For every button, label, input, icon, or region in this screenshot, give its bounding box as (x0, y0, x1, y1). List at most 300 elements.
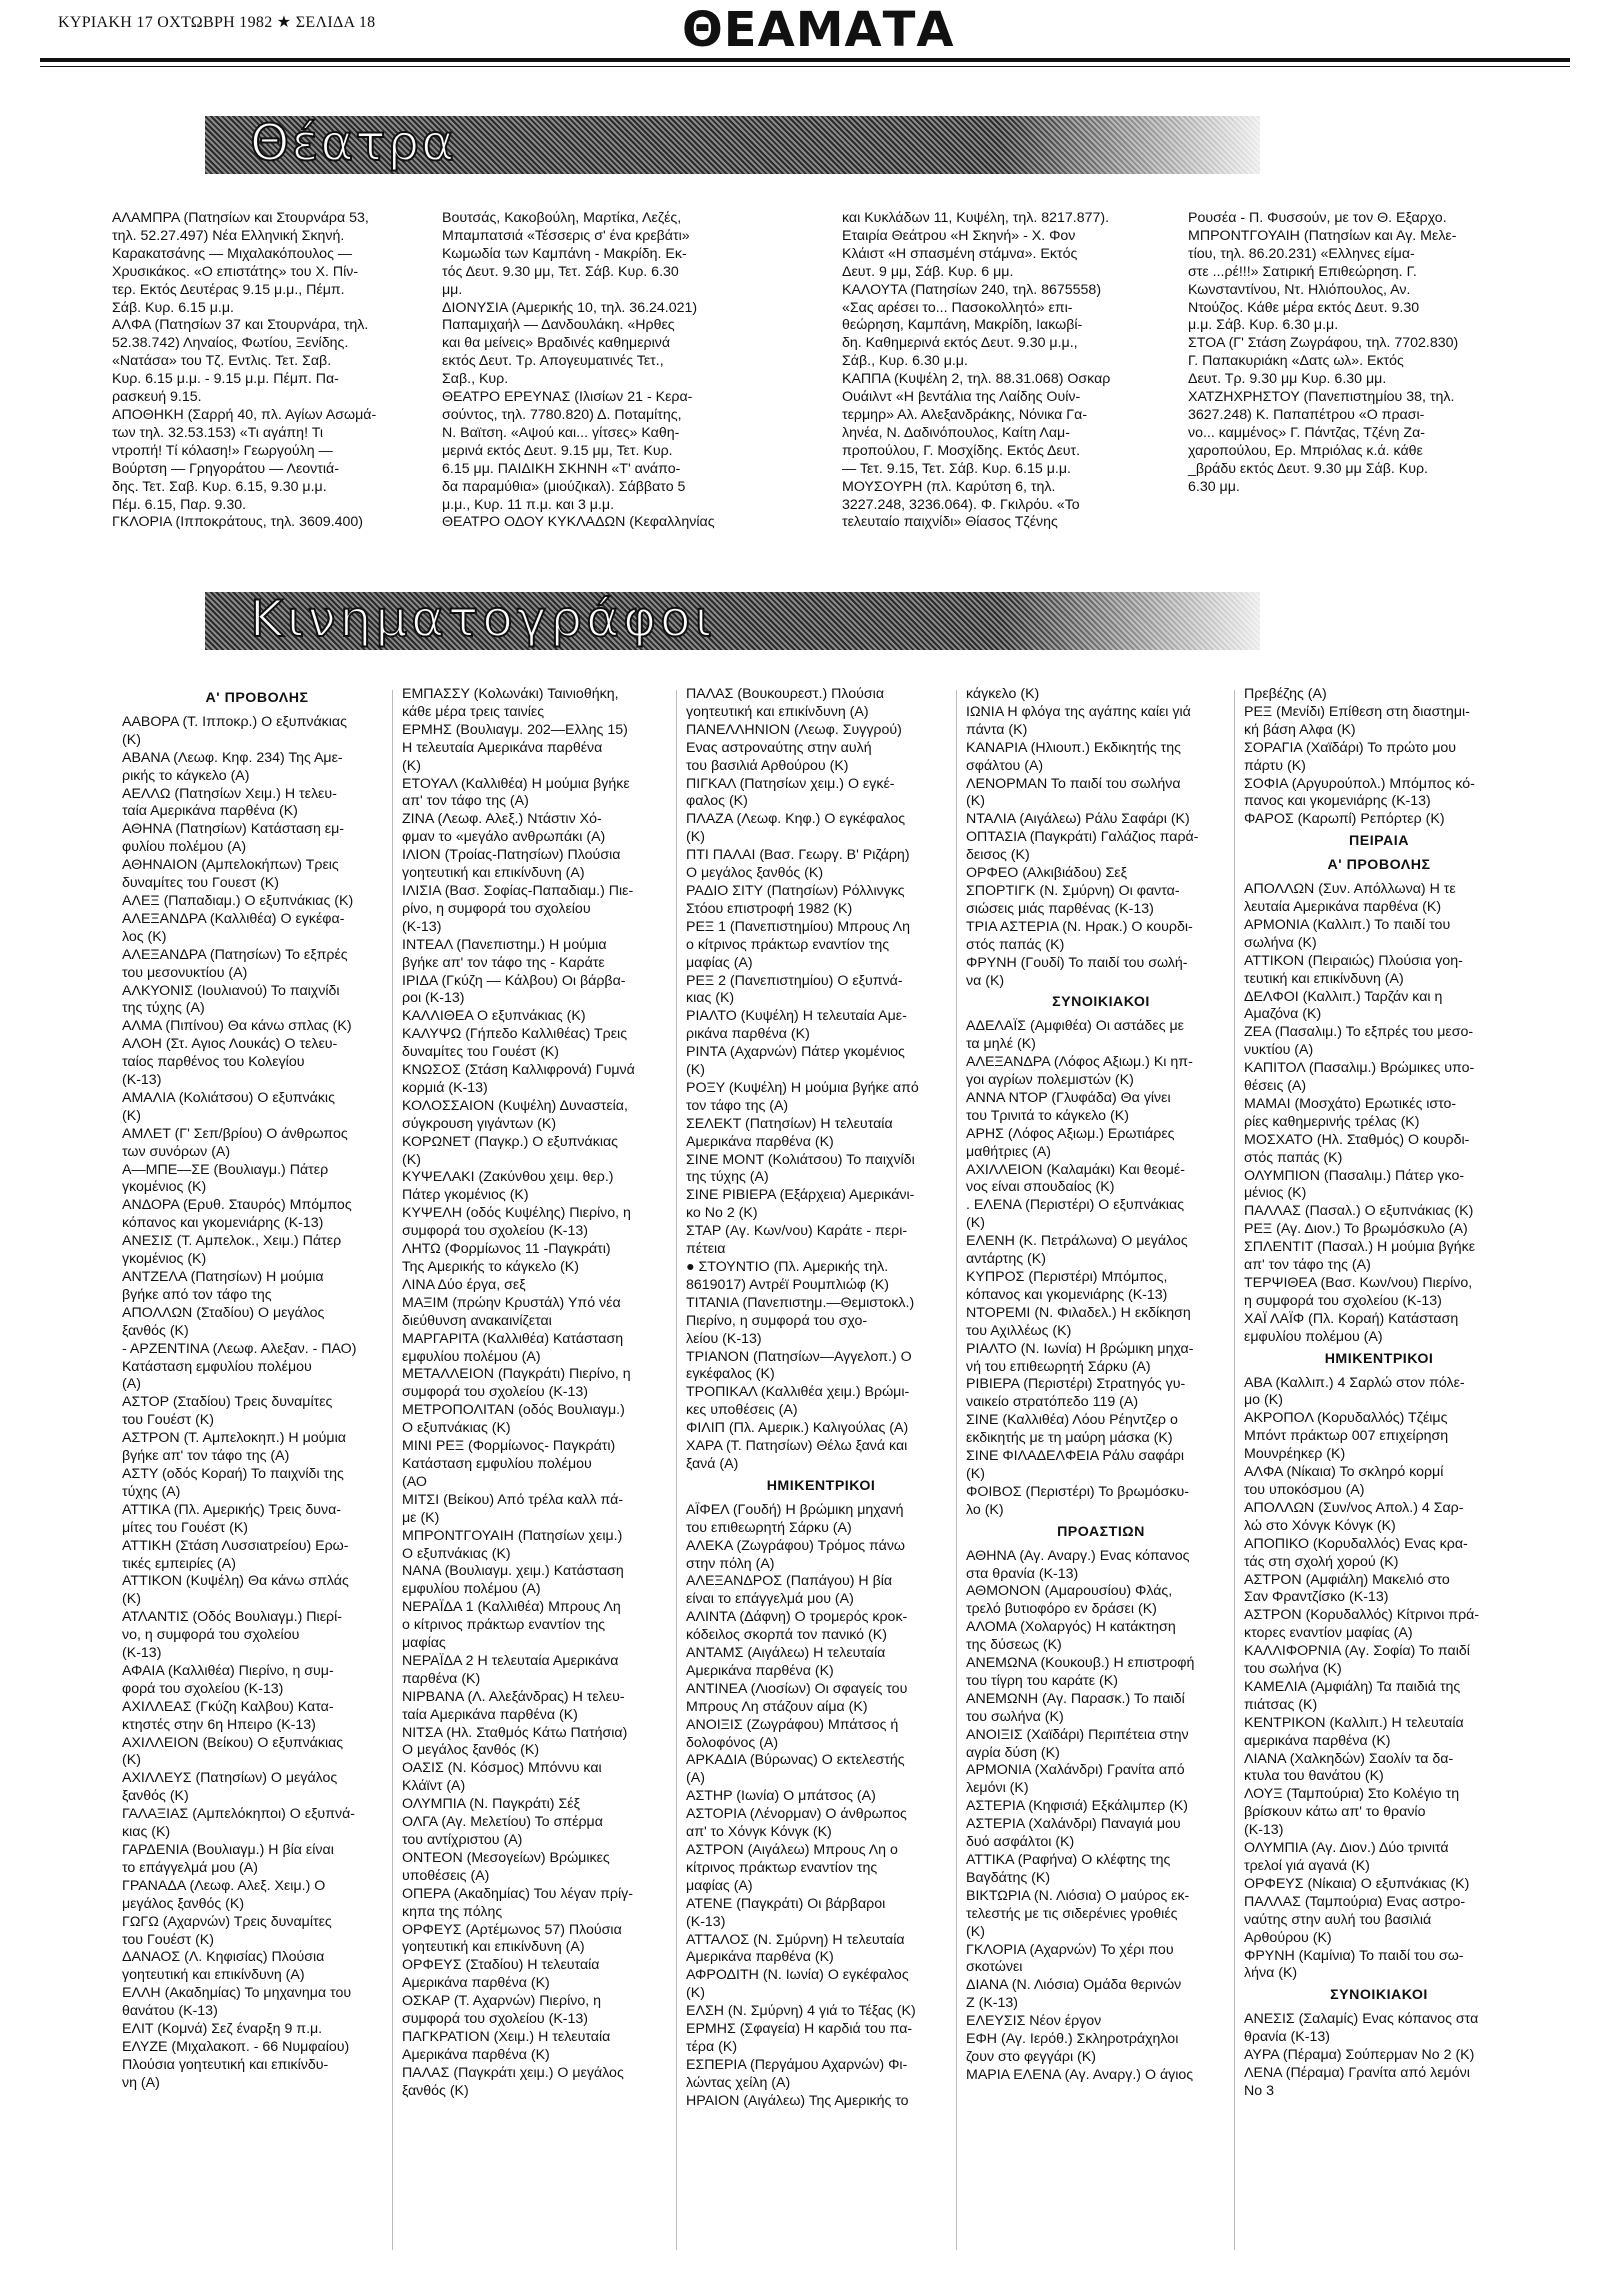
listing-line: ναικείο στρατόπεδο 119 (Α) (966, 1394, 1139, 1411)
listing-line: (Κ-13) (686, 1913, 726, 1930)
listing-line: ΠΑΓΚΡΑΤΙΟΝ (Χειμ.) Η τελευταία (402, 2028, 611, 2045)
listing-line: ξανά (Α) (686, 1455, 739, 1472)
listing-line: σφάλτου (Α) (966, 757, 1044, 774)
listing-line: των τηλ. 32.53.153) «Τι αγάπη! Τι (112, 424, 323, 441)
listing-line: παρθένα (Κ) (402, 1670, 481, 1687)
listing-line: Μπόντ πράκτωρ 007 επιχείρηση (1244, 1428, 1449, 1445)
listing-line: (Κ-13) (122, 1072, 162, 1089)
listing-line: φαλος (Κ) (686, 793, 748, 810)
listing-line: ΑΛΕΞΑΝΔΡΑ (Καλλιθέα) Ο εγκέφα- (122, 910, 345, 927)
listing-line: ΟΝΤΕΟΝ (Μεσογείων) Βρώμικες (402, 1849, 610, 1866)
listing-line: κάγκελο (Κ) (966, 686, 1040, 702)
listing-line: σωλήνα (Κ) (1244, 934, 1317, 951)
listing-line: ΑΣΤΡΟΝ (Αμφιάλη) Μακελιό στο (1244, 1571, 1450, 1588)
listing-line: ΑΕΛΛΩ (Πατησίων Χειμ.) Η τελευ- (122, 785, 337, 802)
listing-line: ΙΛΙΟΝ (Τροίας-Πατησίων) Πλούσια (402, 847, 621, 864)
listing-line: 52.38.742) Ληναίος, Φωτίου, Ξενίδης. (112, 335, 349, 352)
listing-line: υποθέσεις (Α) (402, 1867, 490, 1884)
listing-line: λώ στο Χόνγκ Κόνγκ (Κ) (1244, 1517, 1396, 1534)
listing-line: τικές εμπειρίες (Α) (122, 1555, 236, 1572)
listing-line: Πιερίνο, η συμφορά του σχο- (686, 1312, 868, 1329)
listing-line: (Κ) (966, 793, 985, 810)
listing-line: ΑΚΡΟΠΟΛ (Κορυδαλλός) Τζέιμς (1244, 1410, 1448, 1427)
listing-line: τα μηλέ (Κ) (966, 1036, 1036, 1053)
column-divider (676, 690, 677, 2250)
listing-line: θεώρηση, Καμπάνη, Μακρίδη, Ιακωβί- (842, 317, 1083, 334)
listing-line: Κατάσταση εμφυλίου πολέμου (122, 1358, 312, 1375)
listing-line: ΑΠΟΘΗΚΗ (Σαρρή 40, πλ. Αγίων Ασωμά- (112, 406, 377, 423)
listing-line: ΝΕΡΑΪΔΑ 2 Η τελευταία Αμερικάνα (402, 1652, 619, 1669)
listing-line: εμφυλίου πολέμου (Α) (402, 1581, 541, 1598)
listing-line: ΑΤΤΑΛΟΣ (Ν. Σμύρνη) Η τελευταία (686, 1931, 905, 1948)
listing-line: ΠΑΛΑΣ (Παγκράτι χειμ.) Ο μεγάλος (402, 2064, 624, 2081)
listing-line: ΒΙΚΤΩΡΙΑ (Ν. Λιόσια) Ο μαύρος εκ- (966, 1887, 1190, 1904)
listing-line: τερ. Εκτός Δευτέρας 9.15 μ.μ., Πέμπ. (112, 281, 345, 298)
listing-line: (Κ) (686, 1985, 705, 2002)
listing-line: ΑΝΕΜΩΝΗ (Αγ. Παρασκ.) Το παιδί (966, 1690, 1185, 1707)
listing-line: ΟΑΣΙΣ (Ν. Κόσμος) Μπόννυ και (402, 1760, 602, 1777)
listing-line: ΚΑΛΛΙΦΟΡΝΙΑ (Αγ. Σοφία) Το παιδί (1244, 1643, 1470, 1660)
listing-line: «Νατάσα» του Τζ. Εντλις. Τετ. Σαβ. (112, 353, 332, 370)
listing-line: ΙΩΝΙΑ Η φλόγα της αγάπης καίει γιά (966, 703, 1191, 720)
listing-line: κίτρινος πράκτωρ εναντίον της (686, 1859, 878, 1876)
theatre-column-1 (112, 210, 442, 532)
listing-line: ΑΘΗΝΑ (Πατησίων) Κατάσταση εμ- (122, 821, 344, 838)
listing-line: ΣΙΝΕ ΦΙΛΑΔΕΛΦΕΙΑ Ράλυ σαφάρι (966, 1448, 1185, 1465)
listing-line: (Κ-13) (122, 1645, 162, 1662)
listing-line: ΟΠΕΡΑ (Ακαδημίας) Του λέγαν πρίγ- (402, 1885, 633, 1902)
listing-line: μαφίας (402, 1635, 446, 1652)
listing-line: ντροπή! Τί κόλαση!» Γεωργούλη — (112, 442, 333, 459)
listing-line: ρικάνα παρθένα (Κ) (686, 1026, 810, 1043)
listing-line: βρίσκουν κάτω απ' το θρανίο (1244, 1804, 1426, 1821)
listing-line: (Κ) (966, 1923, 985, 1940)
listing-line: ΕΜΠΑΣΣΥ (Κολωνάκι) Ταινιοθήκη, (402, 686, 619, 702)
listing-line: ΑΣΤΡΟΝ (Τ. Αμπελοκηπ.) Η μούμια (122, 1430, 346, 1447)
listing-line: ΑΝΕΣΙΣ (Σαλαμίς) Ενας κόπανος στα (1244, 2011, 1479, 2028)
section-heading: ΗΜΙΚΕΝΤΡΙΚΟΙ (766, 1477, 876, 1494)
listing-line: ΑΝΝΑ ΝΤΟΡ (Γλυφάδα) Θα γίνει (966, 1089, 1171, 1106)
listing-line: Ο εξυπνάκιας (Κ) (402, 1420, 511, 1437)
listing-line: (Κ-13) (402, 918, 442, 935)
listing-line: ΑΤΕΝΕ (Παγκράτι) Οι βάρβαροι (686, 1895, 886, 1912)
listing-line: Α—ΜΠΕ—ΣΕ (Βουλιαγμ.) Πάτερ (122, 1161, 329, 1178)
listing-line: ΟΛΥΜΠΙΑ (Αγ. Διον.) Δύο τρινιτά (1244, 1840, 1449, 1857)
listing-line: λεμόνι (Κ) (966, 1780, 1029, 1797)
listing-line: ΟΡΦΕΥΣ (Αρτέμωνος 57) Πλούσια (402, 1921, 622, 1938)
listing-line: Ο μεγάλος ξανθός (Κ) (686, 865, 824, 882)
listing-line: ΑΝΟΙΞΙΣ (Χαϊδάρι) Περιπέτεια στην (966, 1726, 1189, 1743)
listing-line: Αμερικάνα παρθένα (Κ) (686, 1949, 834, 1966)
listing-line: του Τρινιτά το κάγκελο (Κ) (966, 1107, 1129, 1124)
listing-line: γοητευτική και επικίνδυνη (Α) (122, 1967, 305, 1984)
listing-line: ρικής το κάγκελο (Α) (122, 767, 250, 784)
listing-line: ΤΡΟΠΙΚΑΛ (Καλλιθέα χειμ.) Βρώμι- (686, 1384, 910, 1401)
theatre-banner (205, 116, 1260, 174)
listing-line: πιάτσας (Κ) (1244, 1696, 1318, 1713)
listing-line: γοητευτική και επικίνδυνη (Α) (402, 1939, 585, 1956)
listing-line: ΜΑΜΑΙ (Μοσχάτο) Ερωτικές ιστο- (1244, 1095, 1457, 1112)
listing-line: λευταία Αμερικάνα παρθένα (Κ) (1244, 898, 1442, 915)
listing-line: ΜΑΞΙΜ (πρώην Κρυστάλ) Υπό νέα (402, 1294, 621, 1311)
listing-line: ΑΡΜΟΝΙΑ (Καλλιπ.) Το παιδί του (1244, 916, 1451, 933)
listing-line: ΚΥΨΕΛΗ (οδός Κυψέλης) Πιερίνο, η (402, 1205, 631, 1222)
listing-line: λείου (Κ-13) (686, 1330, 762, 1347)
listing-line: ΝΤΟΡΕΜΙ (Ν. Φιλαδελ.) Η εκδίκηση (966, 1304, 1191, 1321)
listing-line: Κλάϊντ (Α) (402, 1778, 466, 1795)
listing-line: Αμερικάνα παρθένα (Κ) (686, 1133, 834, 1150)
listing-line: μαθήτριες (Α) (966, 1143, 1052, 1160)
listing-line: στός παπάς (Κ) (1244, 1149, 1343, 1166)
listing-line: Στόου επιστροφή 1982 (Κ) (686, 900, 853, 917)
listing-line: ΟΛΓΑ (Αγ. Μελετίου) Το σπέρμα (402, 1814, 603, 1831)
listing-line: ΖΕΑ (Πασαλιμ.) Το εξπρές του μεσο- (1244, 1024, 1474, 1041)
listing-line: 8619017) Αντρέϊ Ρουμπλιώφ (Κ) (686, 1276, 889, 1293)
listing-line: κο Νο 2 (Κ) (686, 1205, 758, 1222)
cinema-column-4 (966, 686, 1236, 2085)
listing-line: Ν. Βαϊτση. «Αψού και... γίτσες» Καθη- (442, 424, 680, 441)
listing-line: ΕΛΥΖΕ (Μιχαλακοπ. - 66 Νυμφαίου) (122, 2038, 350, 2055)
header-rule-thin (40, 66, 1570, 67)
listing-line: γκομένιος (Κ) (122, 1179, 207, 1196)
listing-line: ΣΟΦΙΑ (Αργυρούπολ.) Μπόμπος κό- (1244, 775, 1475, 792)
listing-line: ΟΣΚΑΡ (Τ. Αχαρνών) Πιερίνο, η (402, 1993, 601, 2010)
listing-line: διεύθυνση ανακαινίζεται (402, 1312, 552, 1329)
listing-line: ΑΛΕΞΑΝΔΡΑ (Λόφος Αξιωμ.) Κι ηπ- (966, 1054, 1193, 1071)
listing-line: ΑΣΤΕΡΙΑ (Κηφισιά) Εξκάλιμπερ (Κ) (966, 1798, 1188, 1815)
listing-line: _βράδυ εκτός Δευτ. 9.30 μμ Σάβ. Κυρ. (1188, 460, 1428, 477)
listing-line: ταία Αμερικάνα παρθένα (Κ) (122, 803, 298, 820)
listing-line: Σάβ., Κυρ. 6.30 μ.μ. (842, 353, 968, 370)
listing-line: του επιθεωρητή Σάρκυ (Α) (686, 1519, 852, 1536)
listing-line: ζουν στο φεγγάρι (Κ) (966, 2048, 1096, 2065)
listing-line: 3227.248, 3236.064). Φ. Γκιλρόυ. «Το (842, 496, 1080, 513)
listing-line: Ο μεγάλος ξανθός (Κ) (402, 1742, 540, 1759)
listing-line: συμφορά του σχολείου (Κ-13) (402, 1223, 589, 1240)
listing-line: ΜΠΡΟΝΤΓΟΥΑΙΗ (Πατησίων και Αγ. Μελε- (1188, 227, 1457, 244)
listing-line: Δευτ. Τρ. 9.30 μμ Κυρ. 6.30 μμ. (1188, 371, 1387, 388)
listing-line: τέρα (Κ) (686, 2038, 738, 2055)
listing-line: (Κ) (122, 1107, 141, 1124)
listing-line: κηπα της πόλης (402, 1903, 503, 1920)
listing-line: θρανία (Κ-13) (1244, 2029, 1330, 2046)
listing-line: ΡΕΞ 2 (Πανεπιστημίου) Ο εξυπνά- (686, 972, 903, 989)
listing-line: ΑΤΤΙΚΟΝ (Κυψέλη) Θα κάνω σπλάς (122, 1573, 349, 1590)
listing-line: ΡΙΑΛΤΟ (Ν. Ιωνία) Η βρώμικη μηχα- (966, 1340, 1194, 1357)
listing-line: βγήκε από τον τάφο της (122, 1286, 272, 1303)
listing-line: του αντίχριστου (Α) (402, 1832, 523, 1848)
listing-line: ΜΠΡΟΝΤΓΟΥΑΙΗ (Πατησίων χειμ.) (402, 1527, 623, 1544)
listing-line: ροι (Κ-13) (402, 990, 465, 1007)
listing-line: δης. Τετ. Σαβ. Κυρ. 6.15, 9.30 μ.μ. (112, 478, 327, 495)
listing-line: του βασιλιά Αρθούρου (Κ) (686, 757, 849, 774)
listing-line: τάς στη σχολή χορού (Κ) (1244, 1553, 1399, 1570)
listing-line: εκτός Δευτ. Τρ. Απογευματινές Τετ., (442, 353, 664, 370)
listing-line: θέσεις (Α) (1244, 1078, 1307, 1095)
cinema-banner (205, 592, 1260, 650)
listing-line: γοητευτική και επικίνδυνη (Α) (686, 703, 869, 720)
listing-line: του Αχιλλέως (Κ) (966, 1322, 1072, 1339)
listing-line: του σωλήνα (Κ) (1244, 1661, 1342, 1678)
listing-line: κάθε μέρα τρεις ταινίες (402, 703, 545, 720)
theatre-column-2 (442, 210, 772, 532)
listing-line: ΑΣΤΡΟΝ (Αιγάλεω) Μπρους Λη ο (686, 1842, 898, 1858)
listing-line: μαφίας (Α) (686, 954, 753, 971)
listing-line: ΑΛΑΜΠΡΑ (Πατησίων και Στουρνάρα 53, (112, 210, 369, 226)
listing-line: ΟΛΥΜΠΙΟΝ (Πασαλιμ.) Πάτερ γκο- (1244, 1167, 1465, 1184)
listing-line: ΕΛΣΗ (Ν. Σμύρνη) 4 γιά το Τέξας (Κ) (686, 2003, 916, 2020)
listing-line: φορά του σχολείου (Κ-13) (122, 1680, 284, 1697)
listing-line: ΓΑΛΑΞΙΑΣ (Αμπελόκηποι) Ο εξυπνά- (122, 1806, 355, 1823)
listing-line: (Κ) (122, 731, 141, 748)
listing-line: ΖΙΝΑ (Λεωφ. Αλεξ.) Ντάστιν Χό- (402, 811, 602, 828)
listing-line: Καρακατσάνης — Μιχαλακόπουλος — (112, 245, 353, 262)
listing-line: ΑΣΤΟΡ (Σταδίου) Τρεις δυναμίτες (122, 1394, 333, 1411)
listing-line: ΜΟΣΧΑΤΟ (Ηλ. Σταθμός) Ο κουρδι- (1244, 1131, 1470, 1148)
listing-line: ΑΛΟΜΑ (Χολαργός) Η κατάκτηση (966, 1619, 1176, 1636)
column-divider (956, 690, 957, 2250)
listing-line: ΜΟΥΣΟΥΡΗ (πλ. Καρύτση 6, τηλ. (842, 478, 1056, 495)
listing-line: ΛΗΤΩ (Φορμίωνος 11 -Παγκράτι) (402, 1241, 611, 1258)
listing-line: ΡΕΞ (Μενίδι) Επίθεση στη διαστημι- (1244, 703, 1470, 720)
listing-line: συμφορά του σχολείου (Κ-13) (402, 1384, 589, 1401)
listing-line: ΑΥΡΑ (Πέραμα) Σούπερμαν Νο 2 (Κ) (1244, 2047, 1475, 2064)
listing-line: του σωλήνα (Κ) (966, 1708, 1064, 1725)
listing-line: ΑΣΤΟΡΙΑ (Λένορμαν) Ο άνθρωπος (686, 1806, 907, 1823)
listing-line: Σαν Φραντζίσκο (Κ-13) (1244, 1589, 1389, 1606)
listing-line: ΤΡΙΑΝΟΝ (Πατησίων—Αγγελοπ.) Ο (686, 1348, 912, 1365)
listing-line: κτορες εναντίον μαφίας (Α) (1244, 1625, 1413, 1642)
listing-line: ΔΙΟΝΥΣΙΑ (Αμερικής 10, τηλ. 36.24.021) (442, 299, 698, 316)
listing-line: ΠΑΛΛΑΣ (Ταμπούρια) Ενας αστρο- (1244, 1893, 1466, 1910)
listing-line: ΑΝΤΑΜΣ (Αιγάλεω) Η τελευταία (686, 1645, 886, 1662)
listing-line: ΠΙΓΚΑΛ (Πατησίων χειμ.) Ο εγκέ- (686, 775, 895, 792)
listing-line: ΧΑΤΖΗΧΡΗΣΤΟΥ (Πανεπιστημίου 38, τηλ. (1188, 389, 1455, 406)
listing-line: Βουτσάς, Κακοβούλη, Μαρτίκα, Λεζές, (442, 210, 682, 226)
listing-line: Ζ (Κ-13) (966, 1995, 1019, 2012)
listing-line: ΤΕΡΨΙΘΕΑ (Βασ. Κων/νου) Πιερίνο, (1244, 1275, 1473, 1291)
listing-line: της δύσεως (Κ) (966, 1637, 1062, 1654)
listing-line: ΧΑΪ ΛΑΪΦ (Πλ. Κοραή) Κατάσταση (1244, 1310, 1459, 1327)
listing-line: Πάτερ γκομένιος (Κ) (402, 1187, 529, 1204)
listing-line: ΘΕΑΤΡΟ ΟΔΟΥ ΚΥΚΛΑΔΩΝ (Κεφαλληνίας (442, 514, 715, 531)
listing-line: ΕΡΜΗΣ (Βουλιαγμ. 202—Ελλης 15) (402, 721, 628, 738)
listing-line: ΡΙΑΛΤΟ (Κυψέλη) Η τελευταία Αμε- (686, 1008, 907, 1025)
listing-line: (Κ-13) (1244, 1822, 1284, 1839)
listing-line: Κλάιστ «Η σπασμένη στάμνα». Εκτός (842, 245, 1078, 262)
listing-line: δυό ασφάλτοι (Κ) (966, 1834, 1075, 1851)
listing-line: μμ. (442, 281, 463, 298)
listing-line: ΟΡΦΕΥΣ (Νίκαια) Ο εξυπνάκιας (Κ) (1244, 1875, 1470, 1892)
listing-line: ΚΑΠΠΑ (Κυψέλη 2, τηλ. 88.31.068) Οσκαρ (842, 371, 1111, 388)
listing-line: ΑΤΛΑΝΤΙΣ (Οδός Βουλιαγμ.) Πιερί- (122, 1609, 342, 1626)
listing-line: ΕΡΜΗΣ (Σφαγεία) Η καρδιά του πα- (686, 2021, 913, 2038)
listing-line: Κυρ. 6.15 μ.μ. - 9.15 μ.μ. Πέμπ. Πα- (112, 371, 339, 388)
listing-line: κόπανος και γκομενιάρης (Κ-13) (966, 1286, 1168, 1303)
listing-line: ΚΑΛΥΨΩ (Γήπεδο Καλλιθέας) Τρεις (402, 1026, 628, 1043)
listing-line: ΛΕΝΟΡΜΑΝ Το παιδί του σωλήνα (966, 775, 1181, 792)
listing-line: ΜΑΡΙΑ ΕΛΕΝΑ (Αγ. Αναργ.) Ο άγιος (966, 2066, 1194, 2083)
listing-line: του τίγρη του καράτε (Κ) (966, 1672, 1118, 1689)
listing-line: ΟΛΥΜΠΙΑ (Ν. Παγκράτι) Σέξ (402, 1796, 580, 1813)
listing-line: απ' τον τάφο της (Α) (402, 793, 529, 810)
listing-line: του μεσονυκτίου (Α) (122, 964, 248, 981)
listing-line: ΑΤΤΙΚΗ (Στάση Λυσσιατρείου) Ερω- (122, 1537, 349, 1554)
listing-line: σιώσεις μιάς παρθένας (Κ-13) (966, 900, 1154, 917)
listing-line: ΡΑΔΙΟ ΣΙΤΥ (Πατησίων) Ρόλλινγκς (686, 882, 905, 899)
theatre-column-4 (1188, 210, 1518, 497)
listing-line: ΓΚΛΟΡΙΑ (Ιπποκράτους, τηλ. 3609.400) (112, 514, 363, 531)
listing-line: (Α) (122, 1376, 141, 1393)
listing-line: στε ...ρέ!!!» Σατιρική Επιθεώρηση. Γ. (1188, 263, 1417, 280)
listing-line: ΑΪΦΕΛ (Γουδή) Η βρώμικη μηχανή (686, 1501, 904, 1518)
listing-line: ΑΛΚΥΟΝΙΣ (Ιουλιανού) Το παιχνίδι (122, 982, 340, 999)
listing-line: ΣΠΟΡΤΙΓΚ (Ν. Σμύρνη) Οι φαντα- (966, 882, 1180, 899)
listing-line: ΓΑΡΔΕΝΙΑ (Βουλιαγμ.) Η βία είναι (122, 1842, 334, 1858)
listing-line: της τύχης (Α) (122, 1000, 205, 1017)
listing-line: ΕΛΙΤ (Κομνά) Σεζ έναρξη 9 π.μ. (122, 2021, 323, 2038)
listing-line: ΙΝΤΕΑΛ (Πανεπιστημ.) Η μούμια (402, 936, 607, 953)
listing-line: ΑΛΦΑ (Πατησίων 37 και Στουρνάρα, τηλ. (112, 317, 369, 334)
listing-line: η συμφορά του σχολείου (Κ-13) (1244, 1292, 1442, 1309)
listing-line: ΑΛΜΑ (Πιπίνου) Θα κάνω σπλας (Κ) (122, 1018, 352, 1035)
listing-line: ΚΕΝΤΡΙΚΟΝ (Καλλιπ.) Η τελευταία (1244, 1714, 1464, 1731)
listing-line: μερινά εκτός Δευτ. 9.15 μμ, Τετ. Κυρ. (442, 442, 673, 459)
listing-line: (Κ) (686, 1062, 705, 1079)
listing-line: ΚΑΝΑΡΙΑ (Ηλιουπ.) Εκδικητής της (966, 739, 1181, 756)
listing-line: (Α) (686, 1770, 705, 1787)
listing-line: θανάτου (Κ-13) (122, 2003, 218, 2020)
listing-line: ΚΥΨΕΛΑΚΙ (Ζακύνθου χειμ. θερ.) (402, 1169, 614, 1186)
section-heading: Α' ΠΡΟΒΟΛΗΣ (1327, 857, 1431, 874)
listing-line: και Κυκλάδων 11, Κυψέλη, τηλ. 8217.877). (842, 210, 1110, 226)
listing-line: (Κ) (686, 829, 705, 846)
listing-line: ΑΦΑΙΑ (Καλλιθέα) Πιερίνο, η συμ- (122, 1662, 334, 1679)
listing-line: της τύχης (Α) (686, 1169, 769, 1186)
listing-line: γκομένιος (Κ) (122, 1251, 207, 1268)
theatre-banner-title: Θέατρα (250, 116, 457, 172)
listing-line: συμφορά του σχολείου (Κ-13) (402, 2011, 589, 2028)
listing-line: στα θρανία (Κ-13) (966, 1565, 1079, 1582)
listing-line: πάρτυ (Κ) (1244, 757, 1306, 774)
listing-line: κιας (Κ) (686, 990, 735, 1007)
listing-line: ΑΣΤΡΟΝ (Κορυδαλλός) Κίτρινοι πρά- (1244, 1607, 1480, 1624)
listing-line: ΦΡΥΝΗ (Γουδί) Το παιδί του σωλή- (966, 954, 1188, 971)
listing-line: κόπανος και γκομενιάρης (Κ-13) (122, 1215, 324, 1232)
listing-line: ΟΡΦΕΟ (Αλκιβιάδου) Σεξ (966, 865, 1127, 882)
listing-line: στην πόλη (Α) (686, 1555, 775, 1572)
listing-line: ΕΛΛΗ (Ακαδημίας) Το μηχανημα του (122, 1985, 352, 2002)
listing-line: ρασκευή 9.15. (112, 389, 202, 406)
column-divider (392, 690, 393, 2250)
listing-line: ΙΡΙΔΑ (Γκύζη — Κάλβου) Οι βάρβα- (402, 972, 626, 989)
listing-line: ΑΝΔΟΡΑ (Ερυθ. Σταυρός) Μπόμπος (122, 1197, 352, 1214)
listing-line: ΝΙΤΣΑ (Ηλ. Σταθμός Κάτω Πατήσια) (402, 1724, 628, 1741)
listing-line: λήνα (Κ) (1244, 1965, 1298, 1982)
listing-line: τίου, τηλ. 86.20.231) «Ελληνες είμα- (1188, 245, 1415, 262)
listing-line: 6.30 μμ. (1188, 478, 1240, 495)
listing-line: ναύτης στην αυλή του βασιλιά (1244, 1911, 1432, 1928)
listing-line: τελεστής με τις σιδερένιες γροθιές (966, 1905, 1178, 1922)
listing-line: να (Κ) (966, 972, 1005, 989)
listing-line: Ο εξυπνάκιας (Κ) (402, 1545, 511, 1562)
listing-line: ΣΕΛΕΚΤ (Πατησίων) Η τελευταία (686, 1115, 893, 1132)
listing-line: ΣΤΑΡ (Αγ. Κων/νου) Καράτε - περι- (686, 1223, 908, 1240)
listing-line: κιας (Κ) (122, 1824, 171, 1841)
listing-line: είναι το επάγγελμά μου (Α) (686, 1591, 854, 1608)
listing-line: ΑΝΤΙΝΕΑ (Λιοσίων) Οι σφαγείς του (686, 1680, 908, 1697)
listing-line: γοι αγρίων πολεμιστών (Κ) (966, 1072, 1134, 1089)
listing-line: ΚΟΡΩΝΕΤ (Παγκρ.) Ο εξυπνάκιας (402, 1133, 619, 1150)
cinema-column-5 (1244, 686, 1514, 2101)
listing-line: ΜΕΤΑΛΛΕΙΟΝ (Παγκράτι) Πιερίνο, η (402, 1366, 631, 1383)
listing-line: ΑΠΟΠΙΚΟ (Κορυδαλλός) Ενας κρα- (1244, 1535, 1468, 1552)
listing-line: ΑΛΕΚΑ (Ζωγράφου) Τρόμος πάνω (686, 1537, 906, 1554)
date-line: ΚΥΡΙΑΚΗ 17 ΟΧΤΩΒΡΗ 1982 ★ ΣΕΛΙΔΑ 18 (58, 14, 376, 31)
listing-line: ΑΑΒΟΡΑ (Τ. Ιπποκρ.) Ο εξυπνάκιας (122, 713, 347, 730)
listing-line: του Γουέστ (Κ) (122, 1931, 214, 1948)
listing-line: λο (Κ) (966, 1501, 1004, 1518)
listing-line: πάντα (Κ) (966, 721, 1028, 738)
listing-line: σκοτώνει (966, 1959, 1023, 1976)
listing-line: ο κίτρινος πράκτωρ εναντίον της (686, 936, 890, 953)
listing-line: ΑΜΛΕΤ (Γ' Σεπ/βρίου) Ο άνθρωπος (122, 1125, 348, 1142)
listing-line: (Κ) (402, 1151, 421, 1168)
listing-line: ΕΛΕΝΗ (Κ. Πετράλωνα) Ο μεγάλος (966, 1233, 1188, 1250)
listing-line: Μουνρέηκερ (Κ) (1244, 1446, 1346, 1463)
listing-line: με (Κ) (402, 1509, 440, 1526)
listing-line: ΚΑΜΕΛΙΑ (Αμφιάλη) Τα παιδιά της (1244, 1678, 1461, 1695)
listing-line: Κατάσταση εμφυλίου πολέμου (402, 1455, 592, 1472)
listing-line: ΚΥΠΡΟΣ (Περιστέρι) Μπόμπος, (966, 1269, 1168, 1285)
listing-line: ΣΟΡΑΓΙΑ (Χαϊδάρι) Το πρώτο μου (1244, 739, 1457, 756)
listing-line: νή του επιθεωρητή Σάρκυ (Α) (966, 1358, 1151, 1375)
listing-line: δεισος (Κ) (966, 847, 1030, 864)
listing-line: (Κ) (402, 757, 421, 774)
listing-line: ΑΝΟΙΞΙΣ (Ζωγράφου) Μπάτσος ή (686, 1716, 899, 1733)
listing-line: δη. Καθημερινά εκτός Δευτ. 9.30 μ.μ., (842, 335, 1078, 352)
section-heading: ΠΡΟΑΣΤΙΩΝ (1057, 1523, 1145, 1540)
listing-line: Πέμ. 6.15, Παρ. 9.30. (112, 496, 247, 513)
listing-line: ΜΙΝΙ ΡΕΞ (Φορμίωνος- Παγκράτι) (402, 1438, 616, 1455)
listing-line: ΚΟΛΟΣΣΑΙΟΝ (Κυψέλη) Δυναστεία, (402, 1097, 628, 1114)
listing-line: ΑΛΙΝΤΑ (Δάφνη) Ο τρομερός κροκ- (686, 1609, 908, 1626)
section-heading: ΣΥΝΟΙΚΙΑΚΟΙ (1052, 994, 1150, 1011)
listing-line: Πλούσια γοητευτική και επικίνδυ- (122, 2056, 329, 2073)
listing-line: Κωμωδία των Καμπάνη - Μακρίδη. Εκ- (442, 245, 687, 262)
listing-line: αμερικάνα παρθένα (Κ) (1244, 1732, 1391, 1749)
listing-line: ΑΔΕΛΑΪΣ (Αμφιθέα) Οι αστάδες με (966, 1018, 1184, 1035)
listing-line: ΙΛΙΣΙΑ (Βασ. Σοφίας-Παπαδιαμ.) Πιε- (402, 882, 634, 899)
listing-line: ΝΙΡΒΑΝΑ (Λ. Αλεξάνδρας) Η τελευ- (402, 1688, 625, 1705)
listing-line: ΑΤΤΙΚΑ (Ραφήνα) Ο κλέφτης της (966, 1852, 1171, 1868)
listing-line: τηλ. 52.27.497) Νέα Ελληνική Σκηνή. (112, 227, 345, 244)
listing-line: ΑΛΕΞ (Παπαδιαμ.) Ο εξυπνάκιας (Κ) (122, 892, 354, 909)
listing-line: ΧΑΡΑ (Τ. Πατησίων) Θέλω ξανά και (686, 1438, 908, 1455)
listing-line: ΘΕΑΤΡΟ ΕΡΕΥΝΑΣ (Ιλισίων 21 - Κερα- (442, 389, 693, 406)
listing-line: τρελό βυτιοφόρο εν δράσει (Κ) (966, 1601, 1157, 1618)
listing-line: — Τετ. 9.15, Τετ. Σάβ. Κυρ. 6.15 μ.μ. (842, 460, 1071, 477)
listing-line: κτυλα του θανάτου (Κ) (1244, 1768, 1384, 1785)
listing-line: ΣΙΝΕ ΜΟΝΤ (Κολιάτσου) Το παιχνίδι (686, 1151, 915, 1168)
listing-line: του Γουέστ (Κ) (122, 1412, 214, 1429)
listing-line: ΕΣΠΕΡΙΑ (Περγάμου Αχαρνών) Φι- (686, 2056, 908, 2073)
listing-line: εμφυλίου πολέμου (Α) (402, 1348, 541, 1365)
listing-line: ΛΙΑΝΑ (Χαλκηδών) Σαολίν τα δα- (1244, 1750, 1454, 1767)
listing-line: ταία Αμερικάνα παρθένα (Κ) (402, 1706, 578, 1723)
listing-line: ΛΟΥΞ (Ταμπούρια) Στο Κολέγιο τη (1244, 1786, 1460, 1803)
listing-line: χαροπούλου, Ερ. Μπριόλας κ.ά. κάθε (1188, 442, 1423, 459)
